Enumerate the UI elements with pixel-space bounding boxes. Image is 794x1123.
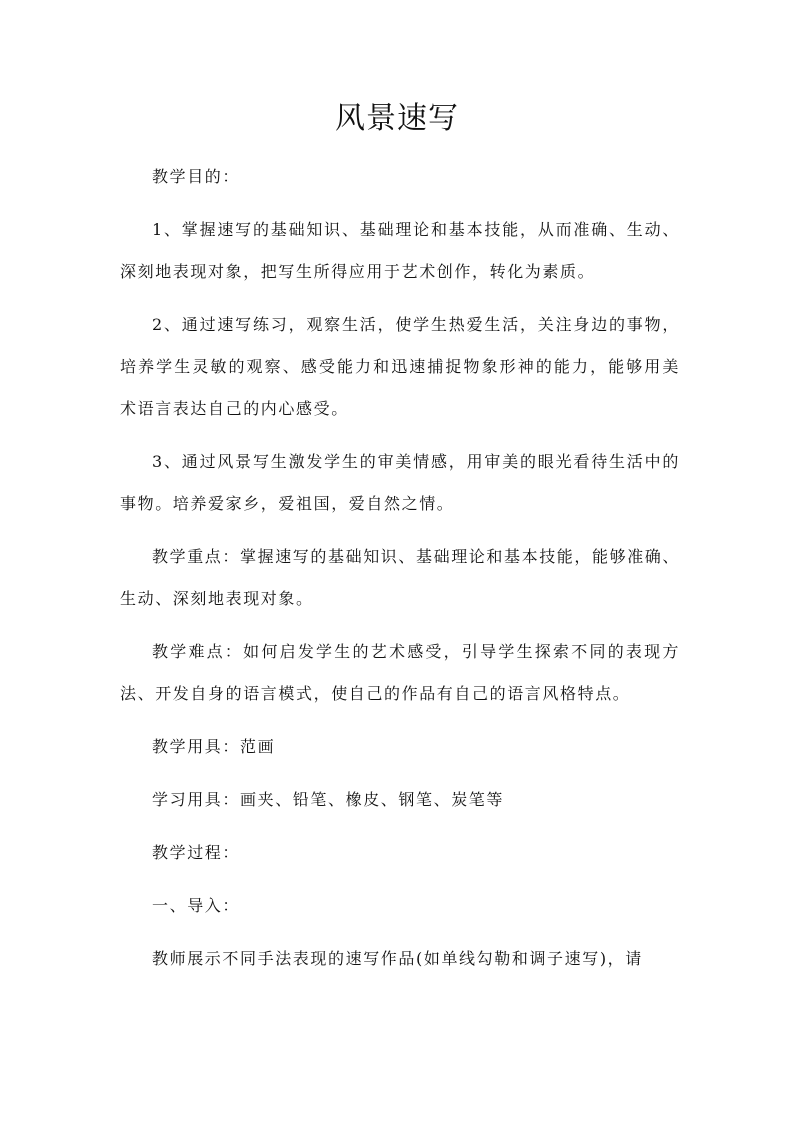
paragraph-objective-2: 2、通过速写练习，观察生活，使学生热爱生活，关注身边的事物，培养学生灵敏的观察、感受能力和迅速捕捉物象形神的能力，能够用美术语言表达自己的内心感受。 xyxy=(120,315,680,418)
paragraph-difficult-points: 教学难点：如何启发学生的艺术感受，引导学生探索不同的表现方法、开发自身的语言模式，使自己的作品有自己的语言风格特点。 xyxy=(120,642,680,703)
paragraph-teaching-process-heading: 教学过程： xyxy=(152,843,241,862)
paragraph-objective-1: 1、掌握速写的基础知识、基础理论和基本技能，从而准确、生动、深刻地表现对象，把写生所得应用于艺术创作，转化为素质。 xyxy=(120,220,680,281)
paragraph-teaching-objectives-heading: 教学目的： xyxy=(152,167,241,186)
paragraph-teaching-tools: 教学用具：范画 xyxy=(152,737,276,756)
document-body xyxy=(120,156,680,991)
paragraph-key-points: 教学重点：掌握速写的基础知识、基础理论和基本技能，能够准确、生动、深刻地表现对象。 xyxy=(120,547,681,608)
document-title: 风景速写 xyxy=(335,101,459,136)
paragraph-learning-tools: 学习用具：画夹、铅笔、橡皮、钢笔、炭笔等 xyxy=(152,790,505,809)
paragraph-introduction-text: 教师展示不同手法表现的速写作品(如单线勾勒和调子速写)，请 xyxy=(152,949,643,968)
paragraph-objective-3: 3、通过风景写生激发学生的审美情感，用审美的眼光看待生活中的事物。培养爱家乡，爱祖国，爱自然之情。 xyxy=(120,452,680,513)
paragraph-introduction-heading: 一、导入： xyxy=(152,896,241,915)
